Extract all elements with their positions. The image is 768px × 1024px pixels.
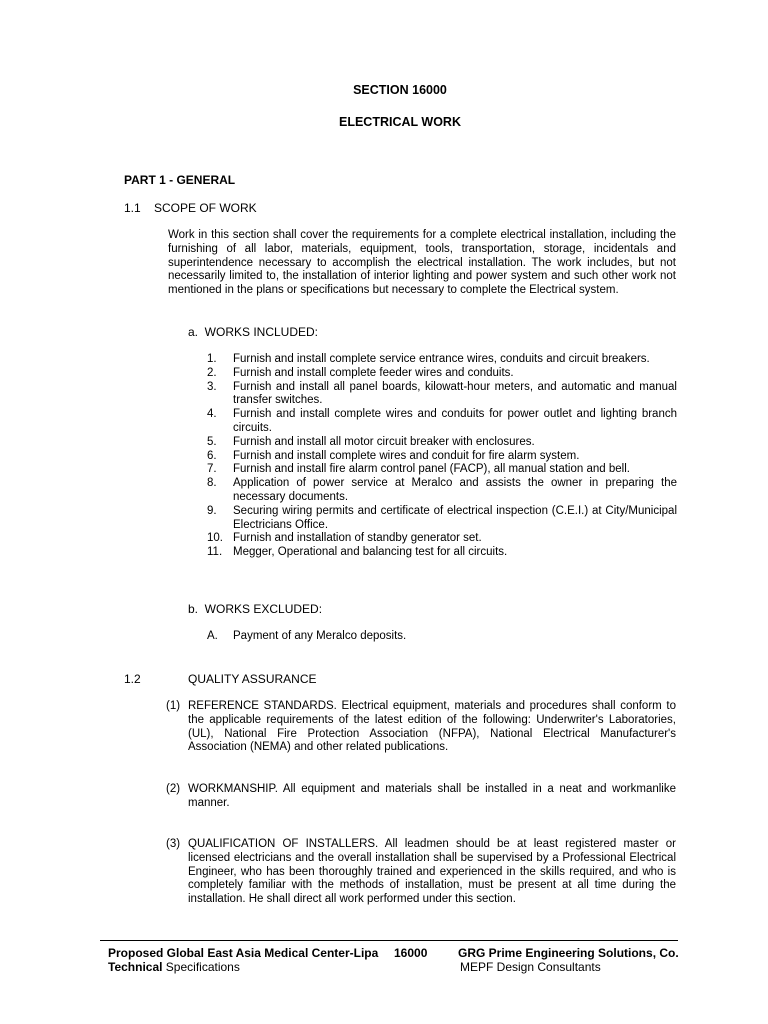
scope-number: 1.1 bbox=[124, 201, 141, 215]
list-item-text: Furnish and install complete feeder wires and conduits. bbox=[233, 366, 514, 379]
list-item-number: 2. bbox=[207, 366, 217, 379]
quality-title: QUALITY ASSURANCE bbox=[188, 672, 317, 686]
list-item-text: Furnish and install complete service entrance wires, conduits and circuit breakers. bbox=[233, 353, 650, 365]
list-item-text: Application of power service at Meralco and assists the owner in preparing the necessary documents. bbox=[233, 477, 677, 503]
list-item-text: Securing wiring permits and certificate of electrical inspection (C.E.I.) at City/Municipal Electricians Office. bbox=[233, 504, 677, 531]
footer-project: Proposed Global East Asia Medical Center-Lipa bbox=[108, 946, 379, 960]
footer-divider bbox=[100, 940, 678, 941]
list-item bbox=[207, 353, 677, 367]
quality-item-reference-standards bbox=[166, 700, 676, 755]
list-item bbox=[207, 546, 677, 560]
scope-title: SCOPE OF WORK bbox=[154, 201, 257, 215]
list-item bbox=[207, 630, 677, 644]
list-item-text: Furnish and install complete wires and conduit for fire alarm system. bbox=[233, 449, 580, 462]
quality-item-number: (1) bbox=[166, 700, 181, 712]
document-title: ELECTRICAL WORK bbox=[339, 115, 461, 129]
list-item bbox=[207, 367, 677, 381]
list-item-text: Furnish and install fire alarm control panel (FACP), all manual station and bell. bbox=[233, 463, 630, 476]
footer-technical-specs bbox=[108, 960, 240, 974]
scope-paragraph: Work in this section shall cover the requirements for a complete electrical installation, including the furnishing of all labor, materials, equipment, tools, transportation, storage, incidentals and superintendence necessary to accomplish the electrical installation. The work includes, but not necessarily limited to, the installation of interior lighting and power system and such other work not mentioned in the plans or specifications but necessary to complete the Electrical system. bbox=[168, 229, 676, 297]
list-item bbox=[207, 381, 677, 409]
list-item-number: 8. bbox=[207, 477, 217, 490]
works-excluded-label: b. WORKS EXCLUDED: bbox=[188, 602, 323, 616]
list-item-text: Furnish and install complete wires and conduits for power outlet and lighting branch circuits. bbox=[233, 408, 677, 434]
list-item bbox=[207, 532, 677, 546]
quality-item-text: WORKMANSHIP. All equipment and materials shall be installed in a neat and workmanlike manner. bbox=[188, 783, 676, 809]
list-item-number: 3. bbox=[207, 380, 217, 393]
list-item-number: 10. bbox=[207, 532, 223, 545]
list-item-text: Furnish and install all motor circuit breaker with enclosures. bbox=[233, 435, 535, 448]
footer-specifications: Specifications bbox=[162, 960, 240, 974]
list-item-number: 6. bbox=[207, 449, 217, 462]
list-item-number: 11. bbox=[207, 546, 223, 559]
list-item bbox=[207, 477, 677, 505]
works-included-label: a. WORKS INCLUDED: bbox=[188, 325, 319, 339]
list-item-text: Megger, Operational and balancing test for all circuits. bbox=[233, 546, 508, 559]
list-item bbox=[207, 463, 677, 477]
footer-consultant: MEPF Design Consultants bbox=[460, 960, 601, 974]
list-item-number: 7. bbox=[207, 463, 217, 476]
list-item-text: Furnish and install all panel boards, kilowatt-hour meters, and automatic and manual transfer switches. bbox=[233, 380, 677, 407]
list-item-number: A. bbox=[207, 630, 218, 642]
works-excluded-list bbox=[207, 630, 677, 644]
works-included-list bbox=[207, 353, 677, 560]
quality-item-workmanship bbox=[166, 783, 676, 811]
footer-technical-bold: Technical bbox=[108, 960, 163, 974]
list-item bbox=[207, 436, 677, 450]
list-item-text: Payment of any Meralco deposits. bbox=[233, 630, 407, 642]
quality-item-text: QUALIFICATION OF INSTALLERS. All leadmen should be at least registered master or licensed electricians and the overall installation shall be supervised by a Professional Electrical Engineer, who has been thoroughly trained and experienced in the skills required, and who is completely familiar with the methods of installation, must be present at all time during the installation. He shall direct all work performed under this section. bbox=[188, 838, 676, 906]
quality-item-number: (2) bbox=[166, 783, 181, 795]
list-item-number: 4. bbox=[207, 408, 217, 421]
footer-company: GRG Prime Engineering Solutions, Co. bbox=[458, 946, 679, 960]
section-heading: SECTION 16000 bbox=[353, 83, 447, 97]
list-item bbox=[207, 450, 677, 464]
quality-item-number: (3) bbox=[166, 838, 181, 850]
part-heading: PART 1 - GENERAL bbox=[124, 173, 236, 187]
list-item bbox=[207, 505, 677, 533]
list-item-number: 1. bbox=[207, 353, 217, 365]
list-item-number: 9. bbox=[207, 504, 217, 517]
quality-number: 1.2 bbox=[124, 672, 141, 686]
list-item-number: 5. bbox=[207, 435, 217, 448]
quality-item-qualification bbox=[166, 838, 676, 907]
footer-section-number: 16000 bbox=[394, 946, 428, 960]
quality-item-text: REFERENCE STANDARDS. Electrical equipment, materials and procedures shall conform to the applicable requirements of the latest edition of the following: Underwriter's Laboratories, (UL), National Fire Protection Association (NFPA), National Electrical Manufacturer's Association (NEMA) and other related publications. bbox=[188, 700, 676, 754]
list-item bbox=[207, 408, 677, 436]
list-item-text: Furnish and installation of standby generator set. bbox=[233, 532, 482, 545]
